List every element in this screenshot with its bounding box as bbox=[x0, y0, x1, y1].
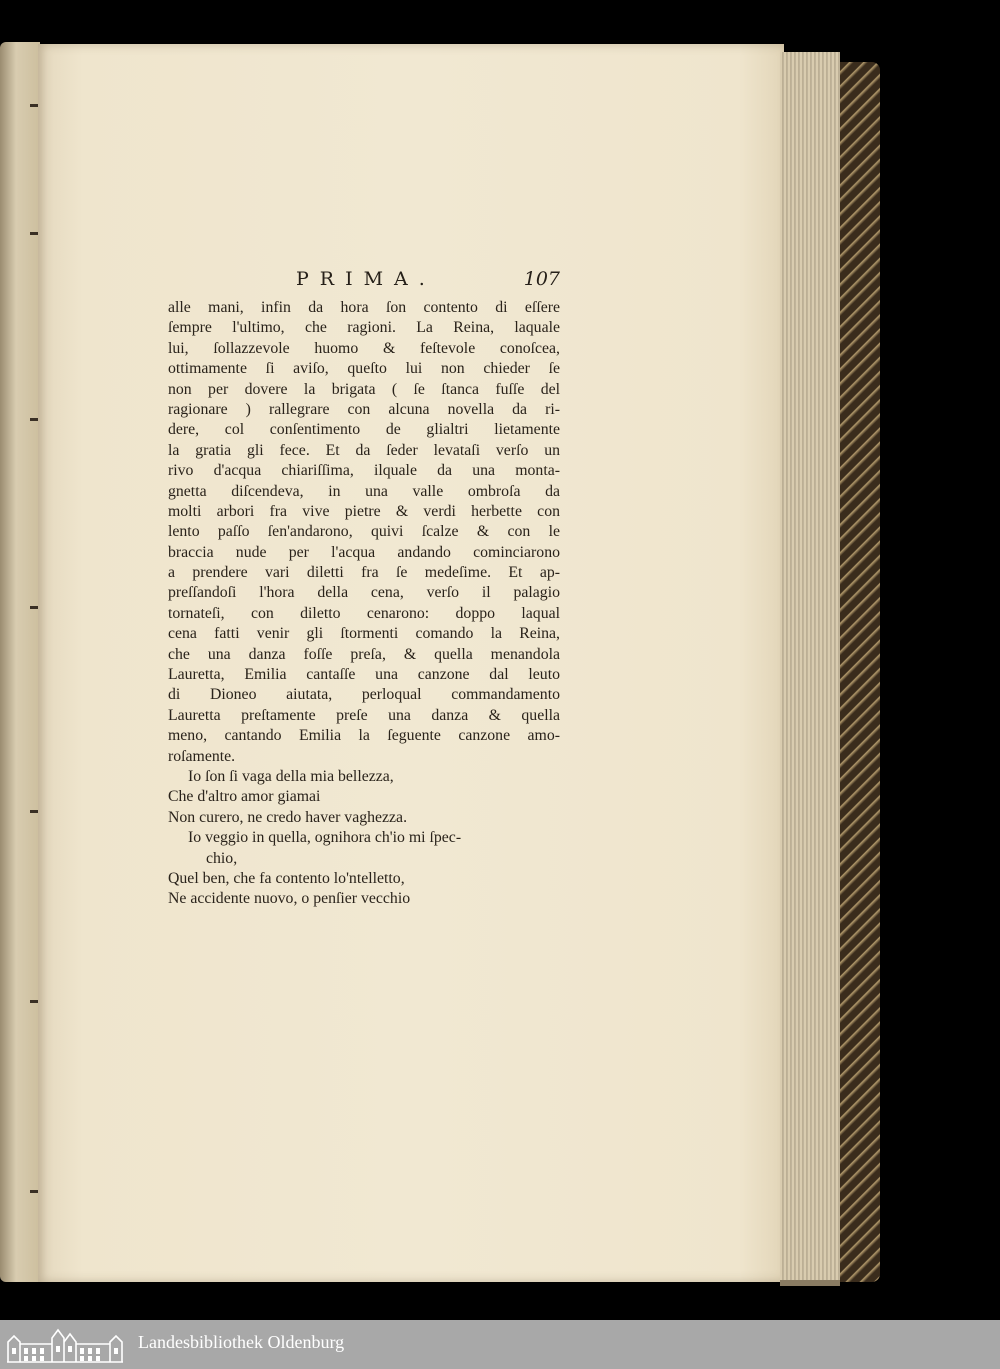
prose-line: a prendere vari diletti fra ſe medeſime. Et ap- bbox=[168, 564, 560, 582]
text-block bbox=[168, 298, 560, 910]
verse-line: Non curero, ne credo haver vaghezza. bbox=[168, 808, 408, 826]
verse-line: Che d'altro amor giamai bbox=[168, 788, 321, 806]
prose-line: braccia nude per l'acqua andando cominciarono bbox=[168, 543, 560, 561]
running-head bbox=[168, 268, 560, 294]
prose-line: tornateſi, con diletto cenarono: doppo laqual bbox=[168, 604, 560, 622]
page-stack-edge bbox=[780, 52, 840, 1286]
prose-line: Lauretta preſtamente preſe una danza & quella bbox=[168, 706, 560, 724]
prose-line: lui, ſollazzevole huomo & feſtevole conoſcea, bbox=[168, 339, 560, 357]
prose-line: di Dioneo aiutata, perloqual commandamento bbox=[168, 686, 560, 704]
prose-line: molti arbori fra vive pietre & verdi herbette con bbox=[168, 502, 560, 520]
verse-line: chio, bbox=[206, 849, 238, 867]
prose-line: preſſandoſi l'hora della cena, verſo il palagio bbox=[168, 584, 560, 602]
binding-stitch bbox=[30, 1000, 38, 1003]
prose-line: gnetta diſcendeva, in una valle ombroſa da bbox=[168, 482, 560, 500]
prose-line: roſamente. bbox=[168, 747, 236, 765]
prose-line: che una danza foſſe preſa, & quella menandola bbox=[168, 645, 560, 663]
binding-stitch bbox=[30, 1190, 38, 1193]
prose-line: ragionare ) rallegrare con alcuna novella da ri- bbox=[168, 400, 560, 418]
library-building-logo bbox=[6, 1324, 124, 1364]
prose-line: la gratia gli fece. Et da ſeder levataſi verſo un bbox=[168, 441, 560, 459]
prose-line: ottimamente ſi aviſo, queſto lui non chieder ſe bbox=[168, 360, 560, 378]
binding-stitch bbox=[30, 810, 38, 813]
library-name: Landesbibliothek Oldenburg bbox=[138, 1332, 345, 1352]
verse-line: Quel ben, che fa contento lo'ntelletto, bbox=[168, 869, 405, 887]
verse-line: Io ſon ſi vaga della mia bellezza, bbox=[188, 767, 394, 785]
page-number: 107 bbox=[523, 268, 560, 290]
prose-line: ſempre l'ultimo, che ragioni. La Reina, laquale bbox=[168, 319, 560, 337]
prose-line: Lauretta, Emilia cantaſſe una canzone dal leuto bbox=[168, 666, 560, 684]
prose-line: non per dovere la brigata ( ſe ſtanca fuſſe del bbox=[168, 380, 560, 398]
verse-line: Ne accidente nuovo, o penſier vecchio bbox=[168, 890, 411, 908]
prose-line: cena fatti venir gli ſtormenti comando la Reina, bbox=[168, 625, 560, 643]
prose-line: dere, col conſentimento de glialtri lietamente bbox=[168, 421, 560, 439]
binding-stitch bbox=[30, 418, 38, 421]
prose-line: rivo d'acqua chiariſſima, ilquale da una monta- bbox=[168, 462, 560, 480]
prose-line: alle mani, infin da hora ſon contento di eſſere bbox=[168, 299, 560, 316]
prose-line: lento paſſo ſen'andarono, quivi ſcalze & con le bbox=[168, 523, 560, 541]
binding-stitch bbox=[30, 232, 38, 235]
footer-bar bbox=[0, 1320, 1000, 1369]
binding-stitch bbox=[30, 104, 38, 107]
gilded-cover-edge bbox=[840, 62, 880, 1282]
running-head-title: PRIMA. bbox=[296, 268, 436, 290]
binding-stitch bbox=[30, 606, 38, 609]
left-page-edge bbox=[0, 42, 40, 1282]
prose-line: meno, cantando Emilia la ſeguente canzone amo- bbox=[168, 727, 560, 745]
verse-line: Io veggio in quella, ognihora ch'io mi ſpec- bbox=[188, 829, 462, 847]
